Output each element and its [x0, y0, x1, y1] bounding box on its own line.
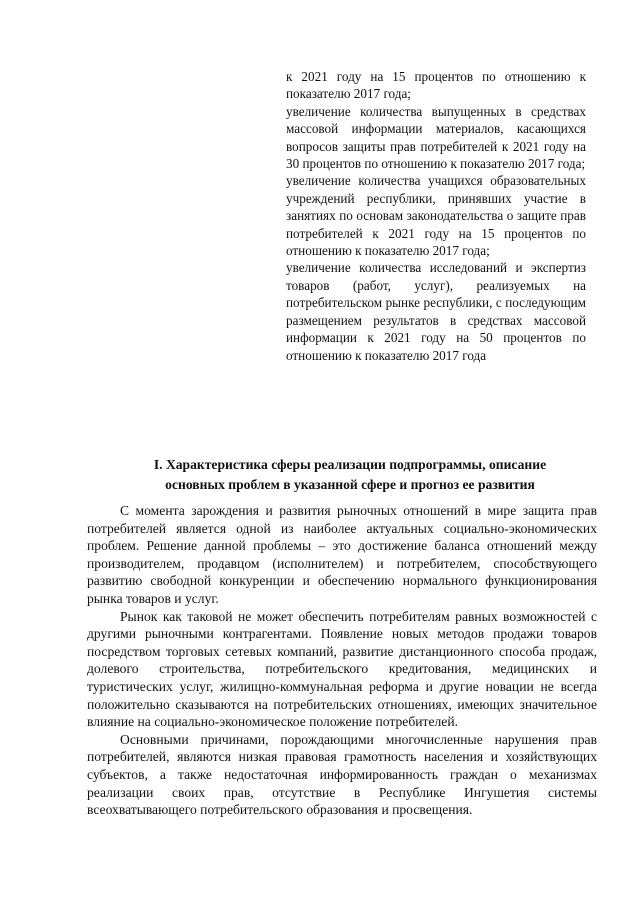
target-item: увеличение количества выпущенных в средствах массовой информации материалов, касающихся вопросов защиты прав потребителей к 2021 году на 30 процентов по отношению к показателю 2017 года; [286, 103, 586, 172]
body-paragraph: Основными причинами, порождающими многочисленные нарушения прав потребителей, являются низкая правовая грамотность населения и хозяйствующих субъектов, а также недостаточная информированность граждан о механизмах реализации своих прав, отсутствие в Республике Ингушетия системы всеохватывающего потребительского образования и просвещения. [87, 731, 597, 818]
target-item: увеличение количества учащихся образовательных учреждений республики, принявших участие в занятиях по основам законодательства о защите прав потребителей к 2021 году на 15 процентов по отношению к показателю 2017 года; [286, 173, 586, 259]
section-body [87, 502, 597, 819]
section-heading [90, 455, 610, 495]
section-heading-line: I. Характеристика сферы реализации подпрограммы, описание [153, 457, 547, 472]
target-item: увеличение количества исследований и экспертиз товаров (работ, услуг), реализуемых на потребительском рынке республики, с последующим размещением результатов в средствах массовой информации к 2021 году на 50 процентов по отношению к показателю 2017 года [286, 260, 586, 363]
targets-list [286, 68, 586, 364]
body-paragraph: С момента зарождения и развития рыночных отношений в мире защита прав потребителей является одной из наиболее актуальных социально-экономических проблем. Решение данной проблемы – это достижение баланса отношений между производителем, продавцом (исполнителем) и потребителем, способствующего развитию свободной конкуренции и обеспечению нормального функционирования рынка товаров и услуг. [87, 503, 597, 606]
target-item: к 2021 году на 15 процентов по отношению к показателю 2017 года; [286, 69, 586, 102]
body-paragraph: Рынок как таковой не может обеспечить потребителям равных возможностей с другими рыночными контрагентами. Появление новых методов продажи товаров посредством торговых сетевых компаний, развитие дистанционного способа продаж, долевого строительства, потребительского кредитования, медицинских и туристических услуг, жилищно-коммунальная реформа и другие новации не всегда положительно сказываются на потребительских отношениях, имеющих значительное влияние на социально-экономическое положение потребителей. [87, 608, 597, 730]
section-heading-line: основных проблем в указанной сфере и прогноз ее развития [165, 477, 535, 492]
